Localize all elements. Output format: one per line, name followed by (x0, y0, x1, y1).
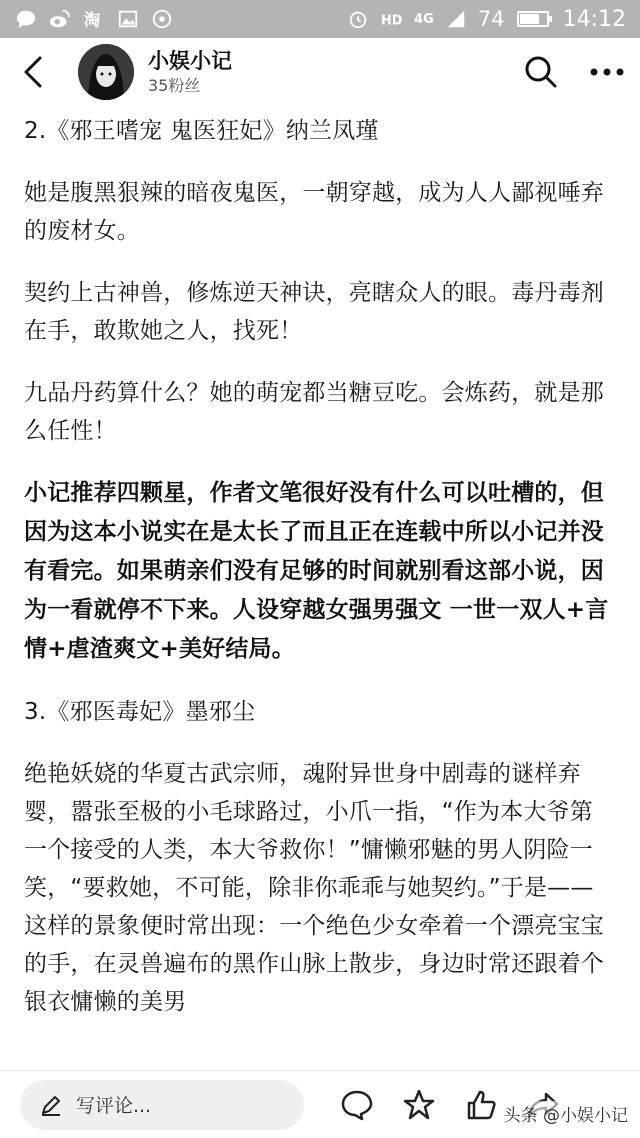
bottom-action-bar (0, 1070, 640, 1138)
article-paragraph: 契约上古神兽，修炼逆天神诀，亮瞎众人的眼。毒丹毒剂在手，敢欺她之人，找死！ (24, 280, 604, 344)
back-button[interactable] (0, 38, 66, 106)
favorite-button[interactable] (388, 1071, 450, 1138)
book-title: 2.《邪王嗜宠 鬼医狂妃》纳兰凤瑾 (24, 118, 379, 144)
avatar-image (78, 44, 134, 100)
recommendation-paragraph: 小记推荐四颗星，作者文笔很好没有什么可以吐槽的，但因为这本小说实在是太长了而且正在连载中所以小记并没有看完。如果萌亲们没有足够的时间就别看这部小说，因为一看就停不下来。人设穿越女强男强文 一世一双人+言情+虐渣爽文+美好结局。 (24, 480, 609, 662)
fans-count: 35粉丝 (148, 76, 201, 95)
settings-icon (150, 7, 174, 31)
comment-icon (340, 1088, 374, 1122)
star-icon (402, 1088, 436, 1122)
status-bar (0, 0, 640, 38)
battery-icon (517, 11, 549, 27)
article-paragraph: 九品丹药算什么？她的萌宠都当糖豆吃。会炼药，就是那么任性！ (24, 380, 604, 444)
taobao-icon (82, 7, 106, 31)
image-icon (116, 7, 140, 31)
hd-icon (380, 7, 404, 31)
comment-placeholder: 写评论... (76, 1095, 152, 1117)
header-actions (508, 38, 640, 106)
clock: 14:12 (562, 6, 626, 32)
comment-button[interactable] (326, 1071, 388, 1138)
book-title: 3.《邪医毒妃》墨邪尘 (24, 699, 256, 725)
message-icon (14, 7, 38, 31)
weibo-icon (48, 7, 72, 31)
battery-level: 74 (477, 7, 505, 31)
more-icon (589, 67, 625, 77)
article-header (0, 38, 640, 106)
back-arrow-icon (20, 55, 46, 89)
search-icon (524, 55, 558, 89)
search-button[interactable] (508, 38, 574, 106)
svg-text:HD: HD (381, 13, 403, 29)
svg-text:淘: 淘 (83, 10, 101, 30)
network-type: 4G (414, 11, 434, 27)
article-paragraph: 绝艳妖娆的华夏古武宗师，魂附异世身中剧毒的谜样弃婴，嚣张至极的小毛球路过，小爪一指，“作为本大爷第一个接受的人类，本大爷救你！”慵懒邪魅的男人阴险一笑，“要救她，不可能，除非你乖乖与她契约。”于是——这样的景象便时常出现：一个绝色少女牵着一个漂亮宝宝的手，在灵兽遍布的黑作山脉上散步，身边时常还跟着个银衣慵懒的美男 (24, 761, 604, 1015)
status-left-icons (14, 7, 174, 31)
author-profile[interactable] (148, 47, 232, 97)
more-button[interactable] (574, 38, 640, 106)
comment-input[interactable] (20, 1080, 304, 1130)
article-paragraph: 她是腹黑狠辣的暗夜鬼医，一朝穿越，成为人人鄙视唾弃的废材女。 (24, 180, 604, 244)
article-body (0, 106, 640, 1070)
author-avatar[interactable] (78, 44, 134, 100)
battery-fill (520, 14, 539, 24)
signal-icon (444, 7, 468, 31)
status-right-icons (346, 7, 626, 32)
like-icon (464, 1088, 498, 1122)
pencil-icon (40, 1094, 62, 1116)
author-name: 小娱小记 (148, 49, 232, 73)
watermark: 头条 @小娱小记 (504, 1101, 628, 1126)
alarm-icon (346, 7, 370, 31)
